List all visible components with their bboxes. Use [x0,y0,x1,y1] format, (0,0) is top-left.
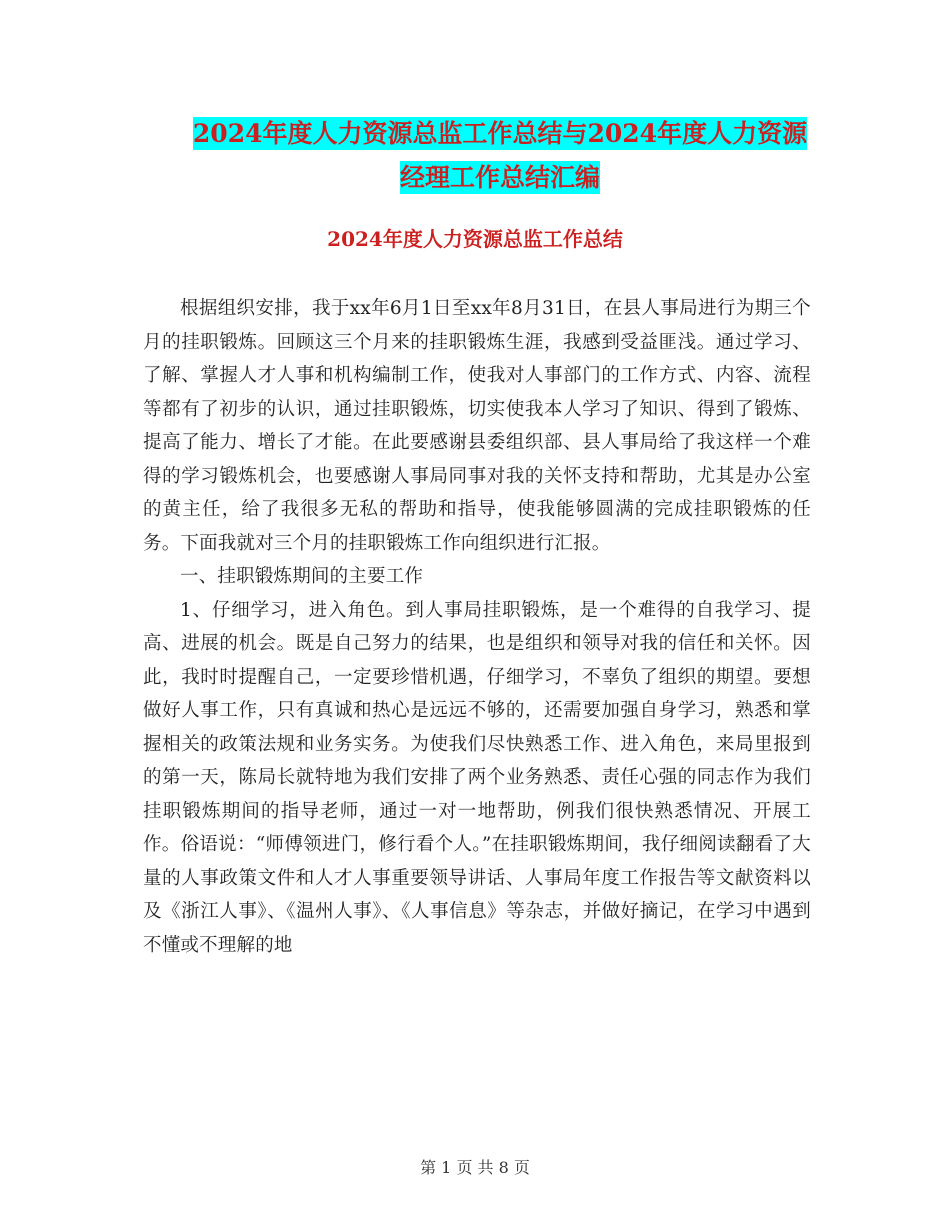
paragraph-heading-1: 一、挂职锻炼期间的主要工作 [180,566,424,587]
document-main-title [130,112,870,200]
main-title-line1: 2024年度人力资源总监工作总结与2024年度人力资源 [192,119,808,148]
paragraph-item-1: 1、仔细学习，进入角色。到人事局挂职锻炼，是一个难得的自我学习、提高、进展的机会。既是自己努力的结果，也是组织和领导对我的信任和关怀。因此，我时时提醒自己，一定要珍惜机遇，仔细学习，不辜负了组织的期望。要想做好人事工作，只有真诚和热心是远远不够的，还需要加强自身学习，熟悉和掌握相关的政策法规和业务实务。为使我们尽快熟悉工作、进入角色，来局里报到的第一天，陈局长就特地为我们安排了两个业务熟悉、责任心强的同志作为我们挂职锻炼期间的指导老师，通过一对一地帮助，例我们很快熟悉情况、开展工作。俗语说：“师傅领进门，修行看个人。”在挂职锻炼期间，我仔细阅读翻看了大量的人事政策文件和人才人事重要领导讲话、人事局年度工作报告等文献资料以及《浙江人事》、《温州人事》、《人事信息》等杂志，并做好摘记，在学习中遇到不懂或不理解的地 [143,599,811,956]
section-title: 2024年度人力资源总监工作总结 [327,227,623,251]
page-footer: 第 1 页 共 8 页 [420,1158,530,1177]
document-body [143,292,811,962]
main-title-line2: 经理工作总结汇编 [399,163,600,192]
paragraph-intro: 根据组织安排，我于xx年6月1日至xx年8月31日，在县人事局进行为期三个月的挂职锻炼。回顾这三个月来的挂职锻炼生涯，我感到受益匪浅。通过学习、了解、掌握人才人事和机构编制工作，使我对人事部门的工作方式、内容、流程等都有了初步的认识，通过挂职锻炼，切实使我本人学习了知识、得到了锻炼、提高了能力、增长了才能。在此要感谢县委组织部、县人事局给了我这样一个难得的学习锻炼机会，也要感谢人事局同事对我的关怀支持和帮助，尤其是办公室的黄主任，给了我很多无私的帮助和指导，使我能够圆满的完成挂职锻炼的任务。下面我就对三个月的挂职锻炼工作向组织进行汇报。 [143,298,811,554]
